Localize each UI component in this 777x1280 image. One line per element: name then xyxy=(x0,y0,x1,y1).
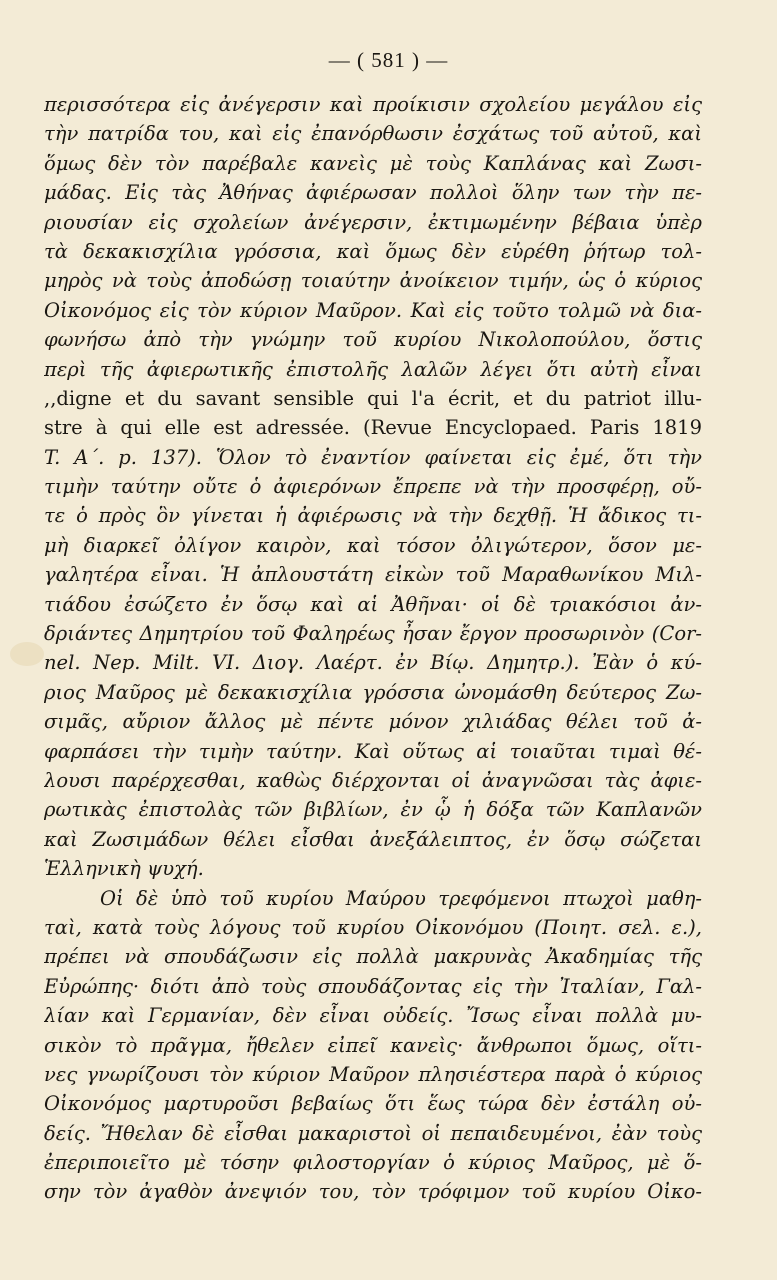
text-line: γαλητέρα εἶναι. Ἡ ἀπλουστάτη εἰκὼν τοῦ Μαραθωνίκου Μιλ- xyxy=(44,563,702,587)
text-line: τὴν πατρίδα του, καὶ εἰς ἐπανόρθωσιν ἐσχάτως τοῦ αὐτοῦ, καὶ xyxy=(44,122,702,146)
text-line: nel. Nep. Milt. VI. Διογ. Λαέρτ. ἐν Βίῳ. Δημητρ.). Ἐὰν ὁ κύ- xyxy=(44,651,702,675)
text-line: τιμὴν ταύτην οὔτε ὁ ἀφιερόνων ἔπρεπε νὰ τὴν προσφέρῃ, οὔ- xyxy=(44,475,702,499)
text-line: πρέπει νὰ σπουδάζωσιν εἰς πολλὰ μακρυνὰς Ἀκαδημίας τῆς xyxy=(44,945,702,969)
text-line: ριος Μαῦρος μὲ δεκακισχίλια γρόσσια ὠνομάσθη δεύτερος Ζω- xyxy=(44,680,702,704)
text-line: ριουσίαν εἰς σχολείων ἀνέγερσιν, ἐκτιμωμένην βέβαια ὑπὲρ xyxy=(44,210,702,234)
paper-stain xyxy=(10,642,44,666)
text-line: φωνήσω ἀπὸ τὴν γνώμην τοῦ κυρίου Νικολοπούλου, ὅστις xyxy=(44,328,702,352)
text-line: ἐπεριποιεῖτο μὲ τόσην φιλοστοργίαν ὁ κύριος Μαῦρος, μὲ ὅ- xyxy=(44,1151,702,1175)
text-line: μάδας. Εἰς τὰς Ἀθήνας ἀφιέρωσαν πολλοὶ ὅλην των τὴν πε- xyxy=(44,181,702,205)
text-line: σιμᾶς, αὔριον ἄλλος μὲ πέντε μόνον χιλιάδας θέλει τοῦ ἀ- xyxy=(44,710,702,734)
text-line-french-quote: ,,digne et du savant sensible qui l'a écrit, et du patriot illu- xyxy=(44,386,702,410)
text-line: Εὐρώπης· διότι ἀπὸ τοὺς σπουδάζοντας εἰς τὴν Ἰταλίαν, Γαλ- xyxy=(44,974,702,998)
text-line: ρωτικὰς ἐπιστολὰς τῶν βιβλίων, ἐν ᾧ ἡ δόξα τῶν Καπλανῶν xyxy=(44,798,702,822)
page-number-header: — ( 581 ) — xyxy=(328,48,449,72)
text-line: τὰ δεκακισχίλια γρόσσια, καὶ ὅμως δὲν εὑρέθη ῥήτωρ τολ- xyxy=(44,239,702,263)
text-line: ταὶ, κατὰ τοὺς λόγους τοῦ κυρίου Οἰκονόμου (Ποιητ. σελ. ε.), xyxy=(44,915,702,939)
text-line: περισσότερα εἰς ἀνέγερσιν καὶ προίκισιν σχολείου μεγάλου εἰς xyxy=(44,93,702,116)
text-line: νες γνωρίζουσι τὸν κύριον Μαῦρον πλησιέστερα παρὰ ὁ κύριος xyxy=(44,1062,702,1086)
text-line: περὶ τῆς ἀφιερωτικῆς ἐπιστολῆς λαλῶν λέγει ὅτι αὐτὴ εἶναι xyxy=(44,357,702,381)
text-line: λίαν καὶ Γερμανίαν, δὲν εἶναι οὐδείς. Ἴσως εἶναι πολλὰ μυ- xyxy=(44,1004,702,1028)
body-text xyxy=(44,90,702,1207)
text-line: τε ὁ πρὸς ὃν γίνεται ἡ ἀφιέρωσις νὰ τὴν δεχθῇ. Ἡ ἄδικος τι- xyxy=(44,504,702,528)
text-line: φαρπάσει τὴν τιμὴν ταύτην. Καὶ οὕτως αἱ τοιαῦται τιμαὶ θέ- xyxy=(44,739,702,763)
text-line: δριάντες Δημητρίου τοῦ Φαληρέως ἦσαν ἔργον προσωρινὸν (Cor- xyxy=(44,622,702,646)
text-line: Οἰκονόμος εἰς τὸν κύριον Μαῦρον. Καὶ εἰς τοῦτο τολμῶ νὰ δια- xyxy=(44,298,702,322)
text-line-paragraph-start: Οἱ δὲ ὑπὸ τοῦ κυρίου Μαύρου τρεφόμενοι πτωχοὶ μαθη- xyxy=(100,886,702,910)
text-line: T. Α΄. p. 137). Ὅλον τὸ ἐναντίον φαίνεται εἰς ἐμέ, ὅτι τὴν xyxy=(44,445,702,469)
text-line: μηρὸς νὰ τοὺς ἀποδώσῃ τοιαύτην ἀνοίκειον τιμήν, ὡς ὁ κύριος xyxy=(44,269,702,293)
text-line: δείς. Ἤθελαν δὲ εἶσθαι μακαριστοὶ οἱ πεπαιδευμένοι, ἐὰν τοὺς xyxy=(44,1121,702,1145)
text-line-french-quote: stre à qui elle est adressée. (Revue Encyclopaed. Paris 1819 xyxy=(44,416,702,440)
text-line: μὴ διαρκεῖ ὀλίγον καιρὸν, καὶ τόσον ὀλιγώτερον, ὅσον με- xyxy=(44,533,702,557)
text-line: τιάδου ἐσώζετο ἐν ὅσῳ καὶ αἱ Ἀθῆναι· οἱ δὲ τριακόσιοι ἀν- xyxy=(44,592,702,616)
text-line: ὅμως δὲν τὸν παρέβαλε κανεὶς μὲ τοὺς Καπλάνας καὶ Ζωσι- xyxy=(44,151,702,175)
text-line: Οἰκονόμος μαρτυροῦσι βεβαίως ὅτι ἕως τώρα δὲν ἐστάλη οὐ- xyxy=(44,1092,702,1116)
text-line: σικὸν τὸ πρᾶγμα, ἤθελεν εἰπεῖ κανεὶς· ἄνθρωποι ὅμως, οἵτι- xyxy=(44,1033,702,1057)
text-line: καὶ Ζωσιμάδων θέλει εἶσθαι ἀνεξάλειπτος, ἐν ὅσῳ σώζεται xyxy=(44,827,702,851)
text-line: σην τὸν ἀγαθὸν ἀνεψιόν του, τὸν τρόφιμον τοῦ κυρίου Οἰκο- xyxy=(44,1180,702,1204)
text-line: λουσι παρέρχεσθαι, καθὼς διέρχονται οἱ ἀναγνῶσαι τὰς ἀφιε- xyxy=(44,768,702,792)
text-line-paragraph-end: Ἑλληνικὴ ψυχή. xyxy=(44,857,204,881)
